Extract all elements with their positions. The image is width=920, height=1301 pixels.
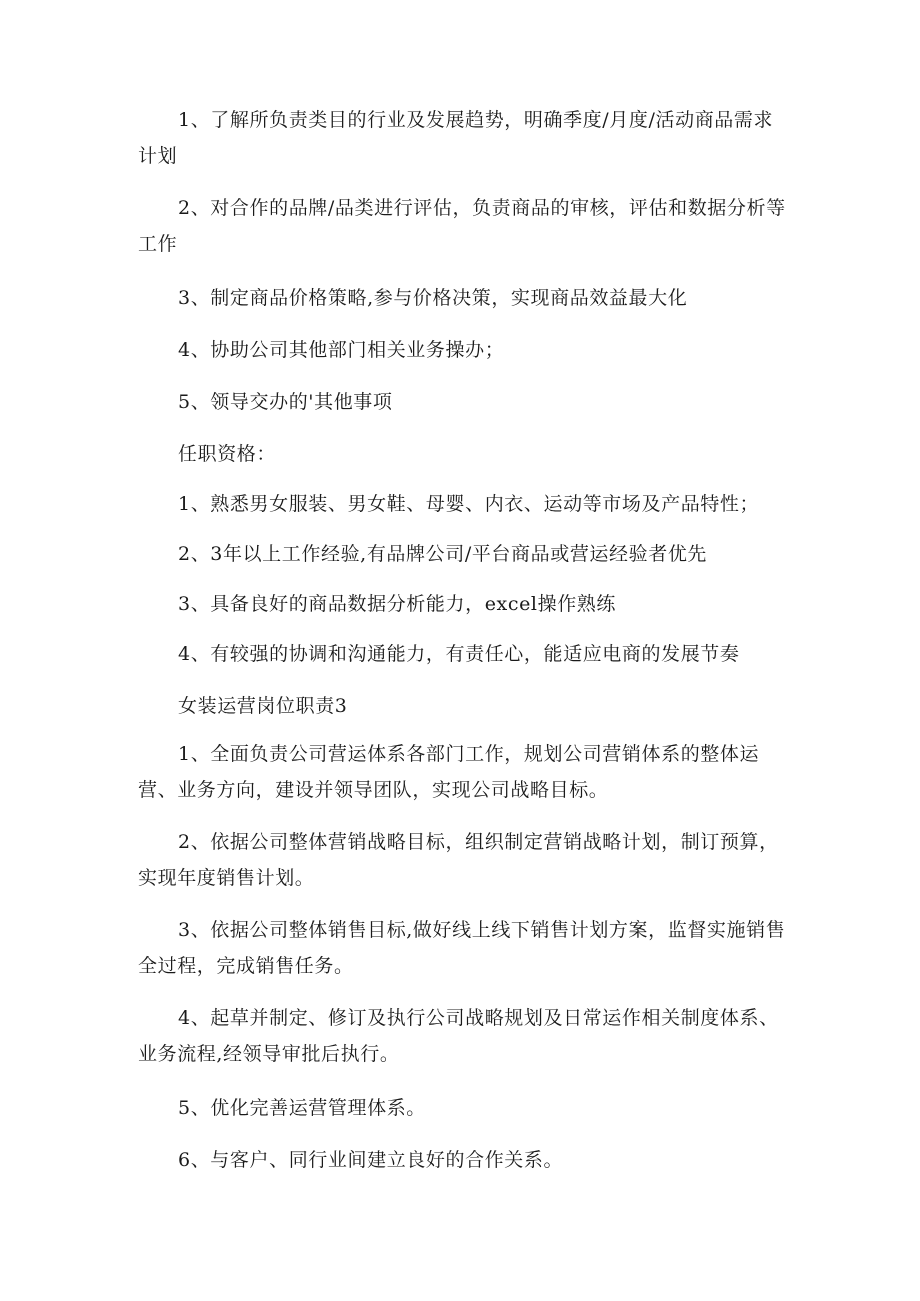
section3-item-2: 2、依据公司整体营销战略目标，组织制定营销战略计划，制订预算，实现年度销售计划。 (138, 831, 779, 889)
section3-item-3: 3、依据公司整体销售目标,做好线上线下销售计划方案，监督实施销售全过程，完成销售任务。 (138, 919, 786, 977)
section3-item-5: 5、优化完善运营管理体系。 (178, 1097, 426, 1119)
duty-item-5: 5、领导交办的'其他事项 (178, 391, 393, 413)
qualification-item-1: 1、熟悉男女服装、男女鞋、母婴、内衣、运动等市场及产品特性； (178, 493, 760, 515)
section3-item-1: 1、全面负责公司营运体系各部门工作，规划公司营销体系的整体运营、业务方向，建设并领导团队，实现公司战略目标。 (138, 743, 760, 801)
duty-item-3: 3、制定商品价格策略,参与价格决策，实现商品效益最大化 (178, 287, 688, 309)
duty-item-1: 1、了解所负责类目的行业及发展趋势，明确季度/月度/活动商品需求计划 (138, 109, 774, 167)
duty-item-2: 2、对合作的品牌/品类进行评估，负责商品的审核，评估和数据分析等工作 (138, 197, 786, 255)
qualification-item-4: 4、有较强的协调和沟通能力，有责任心，能适应电商的发展节奏 (178, 643, 740, 665)
qualification-item-3: 3、具备良好的商品数据分析能力，excel操作熟练 (178, 593, 617, 615)
duty-item-4: 4、协助公司其他部门相关业务操办； (178, 339, 505, 361)
section3-item-6: 6、与客户、同行业间建立良好的合作关系。 (178, 1149, 564, 1171)
qualification-item-2: 2、3年以上工作经验,有品牌公司/平台商品或营运经验者优先 (178, 543, 708, 565)
qualifications-heading: 任职资格： (178, 443, 277, 465)
section3-item-4: 4、起草并制定、修订及执行公司战略规划及日常运作相关制度体系、业务流程,经领导审批后执行。 (138, 1007, 779, 1065)
section-title: 女装运营岗位职责3 (178, 695, 348, 717)
